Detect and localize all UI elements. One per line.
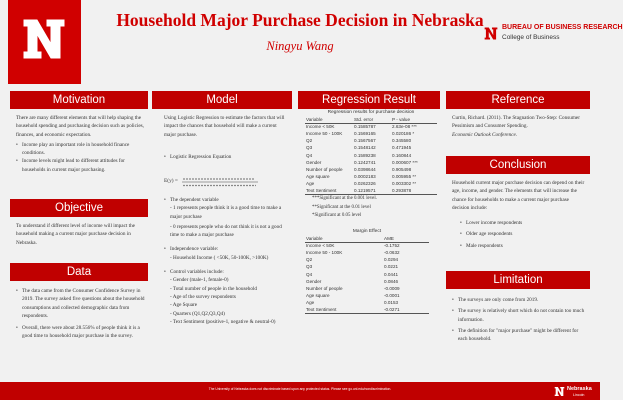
margin-effect-row <box>305 285 429 292</box>
data-bullet: • Overall, there were about 28.556% of people think it is a good time to household major purchase in the survey. <box>16 324 146 341</box>
table-cell: 0.0398644 <box>354 166 376 172</box>
margin-effect-row <box>305 270 429 277</box>
logistic-equation <box>164 175 262 189</box>
table-cell: 0.0294 <box>384 257 399 263</box>
table-cell: Age square <box>306 173 330 179</box>
limitation-bullet: • The survey is relatively short which do not contain too much information. <box>452 307 586 324</box>
regression-heading: Regression Result <box>298 91 440 109</box>
motivation-body <box>16 114 146 174</box>
table-cell: 0.0441 <box>384 271 399 277</box>
ctrl-item: - Quarters (Q1,Q2,Q3,Q4) <box>170 310 225 317</box>
motivation-bullet: • Income levels might lead to different attitudes for households in current major purchasing. <box>16 157 146 174</box>
table-cell: 0.1589238 <box>354 152 376 158</box>
table-cell: Age <box>306 180 315 186</box>
table-cell: Income 50 - 100K <box>306 131 343 137</box>
margin-header-row <box>305 235 429 242</box>
limitation-bullet: • The definition for "major purchase" might be different for each household. <box>452 327 586 344</box>
table-cell: -0.0001 <box>384 292 400 298</box>
motivation-heading: Motivation <box>10 91 148 109</box>
regression-row <box>305 123 437 130</box>
table-cell: Q2 <box>306 138 313 144</box>
table-cell: 0.0002183 <box>354 173 376 179</box>
university-logo <box>8 0 81 90</box>
table-cell: Age <box>306 299 315 305</box>
objective-text: To understand if different level of income will impact the household making a current major purchase decision in Nebraska. <box>16 223 135 246</box>
regression-row <box>305 187 437 194</box>
bbr-name: BUREAU OF BUSINESS RESEARCH <box>502 24 623 31</box>
table-cell: 0.471945 <box>392 145 412 151</box>
regression-row <box>305 151 437 158</box>
table-cell: 0.0262326 <box>354 180 376 186</box>
margin-effect-row <box>305 263 429 270</box>
model-intro: Using Logistic Regression to estimate the factors that will impact the chances that household will make a current major purchase. <box>164 115 285 138</box>
ctrl-title: • Control variables include: <box>164 268 288 276</box>
regression-row <box>305 173 437 180</box>
table-cell: 0.1567567 <box>354 138 376 144</box>
table-cell: 0.1569165 <box>354 131 376 137</box>
conclusion-bullet: • Older age respondents <box>460 230 586 238</box>
col-header: P - value <box>392 116 411 122</box>
dep-title: • The dependent variable <box>164 196 288 204</box>
conclusion-body <box>452 179 586 250</box>
footer-text: The University of Nebraska does not discriminate based upon any protected status. Please see go.unl.edu/nondiscrimination. <box>208 387 392 391</box>
model-heading: Model <box>152 91 292 109</box>
regression-row <box>305 137 437 144</box>
table-cell: Q4 <box>306 271 313 277</box>
nebraska-n-icon <box>22 16 66 62</box>
data-bullet: • The data came from the Consumer Confidence Survey in 2019. The survey asked five questions about the household consumptions and collected demographic data from respondents. <box>16 287 146 320</box>
margin-effect-row <box>305 306 429 313</box>
conclusion-heading: Conclusion <box>446 156 590 174</box>
nebraska-n-small-icon <box>484 26 498 41</box>
col-header: AME <box>384 235 394 241</box>
table-cell: 0.0221 <box>384 264 399 270</box>
table-cell: 0.1242741 <box>354 159 376 165</box>
table-cell: Text Sentiment <box>306 306 337 312</box>
margin-effect-table <box>305 229 429 314</box>
table-cell: 0.1548142 <box>354 145 376 151</box>
limitation-heading: Limitation <box>446 271 590 289</box>
ctrl-item: - Total number of people in the household <box>170 285 257 292</box>
regression-row <box>305 130 437 137</box>
col-header: Std. error <box>354 116 374 122</box>
ctrl-item: - Gender (male-1, female-0) <box>170 277 229 284</box>
table-cell: 0.293878 <box>392 187 412 193</box>
conclusion-bullet: • Lower income respondents <box>460 219 586 227</box>
table-cell: Q3 <box>306 264 313 270</box>
dep-1: - 1 represents people think it is a good time to make a major purchase <box>170 205 282 220</box>
note: *Significant at 0.05 level <box>312 213 362 219</box>
note: ***Significant at the 0.001 level. <box>312 196 377 201</box>
footer-logo-sub: Lincoln <box>573 393 585 397</box>
model-equation-title: • Logistic Regression Equation <box>164 153 288 161</box>
footer-bar <box>0 382 600 400</box>
footer-logo <box>554 386 594 399</box>
regression-table <box>305 110 437 195</box>
margin-effect-caption: Margin Effect <box>352 229 382 234</box>
note: **Significant at the 0.01 level <box>312 204 371 210</box>
reference-heading: Reference <box>446 91 590 109</box>
table-cell: Gender <box>306 159 322 165</box>
table-cell: 0.0846 <box>384 278 399 284</box>
significance-notes <box>312 195 432 221</box>
table-cell: Income < 50K <box>306 124 335 130</box>
margin-effect-row <box>305 278 429 285</box>
regression-row <box>305 159 437 166</box>
table-cell: 0.905498 <box>392 166 412 172</box>
margin-effect-row <box>305 249 429 256</box>
regression-row <box>305 166 437 173</box>
table-cell: -0.1752 <box>384 243 400 249</box>
reference-journal: Economic Outlook Conference. <box>452 131 518 138</box>
table-cell: 0.020186 * <box>392 131 415 137</box>
margin-effect-row <box>305 292 429 299</box>
table-cell: Number of people <box>306 166 343 172</box>
motivation-intro: There are many different elements that will help shaping the household spending and purchasing decision such as policies, finances, and economic expectation. <box>16 115 144 138</box>
table-cell: 0.160844 <box>392 152 412 158</box>
objective-heading: Objective <box>10 199 148 217</box>
table-cell: -0.0009 <box>384 285 400 291</box>
reference-body <box>452 114 586 141</box>
conclusion-bullet: • Male respondents <box>460 242 586 250</box>
table-cell: Q3 <box>306 145 313 151</box>
table-cell: Q2 <box>306 257 313 263</box>
table-cell: 0.000607 *** <box>392 159 418 165</box>
equation-formula-icon <box>180 175 260 189</box>
poster-author: Ningyu Wang <box>266 39 334 53</box>
table-cell: Age square <box>306 292 330 298</box>
limitation-body <box>452 296 586 343</box>
regression-caption: Regression results for purchase decision <box>327 110 415 115</box>
model-intro-block <box>164 114 288 141</box>
nebraska-n-footer-icon <box>554 386 565 397</box>
margin-effect-row <box>305 299 429 306</box>
table-cell: Q4 <box>306 152 313 158</box>
model-variables-block <box>164 196 288 326</box>
table-cell: 2.63e-08 *** <box>392 124 417 130</box>
reference-text: Curtin, Richard. (2011). The Stagnation Two-Step: Consumer Pessimism and Consumer Spending. <box>452 115 580 130</box>
table-cell: Income 50 - 100K <box>306 250 343 256</box>
table-cell: Text Sentiment <box>306 187 337 193</box>
ctrl-item: - Text Sentiment (positive-1, negative & neutral-0) <box>170 318 276 325</box>
ctrl-item: - Age of the survey respondents <box>170 293 236 300</box>
bbr-college: College of Business <box>502 34 560 41</box>
table-cell: 0.1219571 <box>354 187 376 193</box>
table-cell: 0.003302 ** <box>392 180 417 186</box>
footer-logo-word: Nebraska <box>567 386 592 392</box>
regression-row <box>305 144 437 151</box>
col-header: Variable <box>306 116 323 122</box>
poster-title: Household Major Purchase Decision in Nebraska <box>116 10 484 30</box>
table-cell: 0.005955 ** <box>392 173 417 179</box>
conclusion-intro: Household current major purchase decision can depend on their age, income, and gender. The elements that will increase the chance for households to make a current major purchase decision include: <box>452 180 585 211</box>
table-cell: Income < 50K <box>306 243 335 249</box>
table-cell: -0.0632 <box>384 250 400 256</box>
model-equation-title-block <box>164 153 288 161</box>
data-body <box>16 287 146 341</box>
objective-body <box>16 222 146 249</box>
table-cell: Gender <box>306 278 322 284</box>
motivation-bullet: • Income play an important role in household finance conditions. <box>16 141 146 158</box>
table-cell: -0.0271 <box>384 306 400 312</box>
bbr-logo <box>484 24 623 52</box>
table-cell: 0.0153 <box>384 299 399 305</box>
indep-title: • Independence variable: <box>164 245 288 253</box>
dep-0: - 0 represents people who do not think it is not a good time to make a major purchase <box>170 223 282 239</box>
table-cell: 0.345580 <box>392 138 412 144</box>
margin-effect-row <box>305 256 429 263</box>
limitation-bullet: • The surveys are only come from 2019. <box>452 296 586 304</box>
regression-row <box>305 180 437 187</box>
margin-effect-row <box>305 242 429 249</box>
data-heading: Data <box>10 263 148 281</box>
equation-lhs: E(y) = <box>164 178 178 184</box>
table-cell: Number of people <box>306 285 343 291</box>
table-cell: 0.1585787 <box>354 124 376 130</box>
indep-1: - Household Income ( <50K, 50-100K, >100K) <box>170 254 269 261</box>
regression-header-row <box>305 116 437 123</box>
ctrl-item: - Age Square <box>170 302 198 309</box>
col-header: Variable <box>306 235 323 241</box>
